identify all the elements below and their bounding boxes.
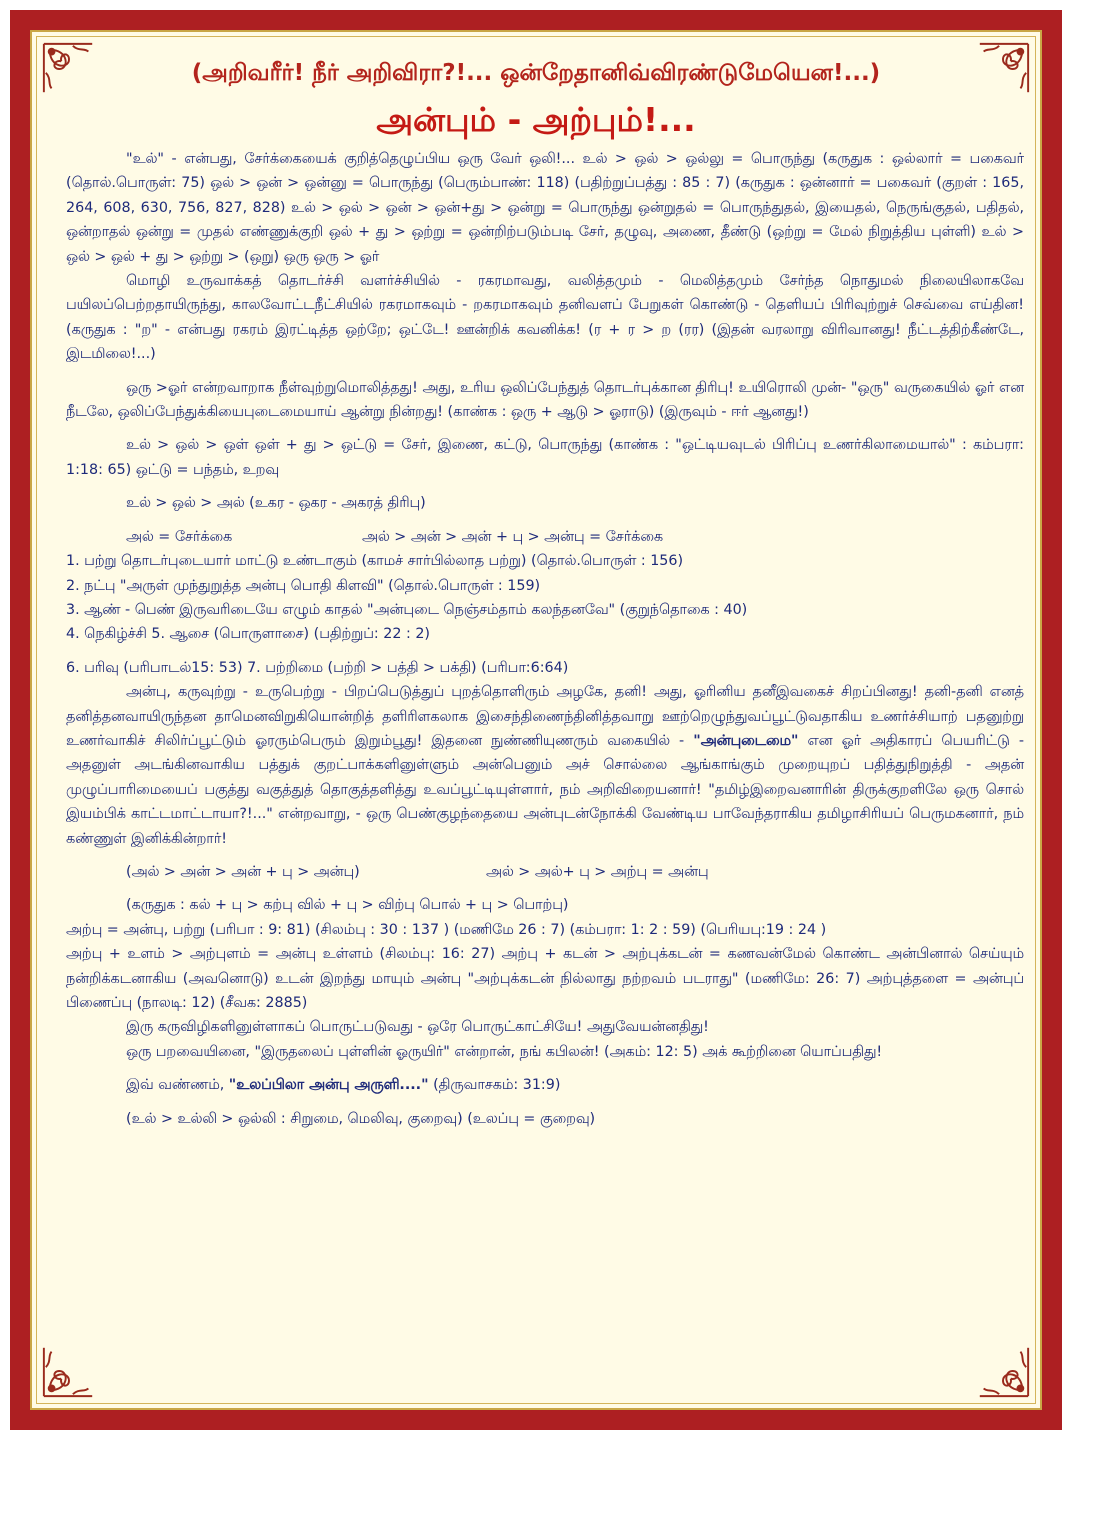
page-frame xyxy=(10,10,1062,1430)
meaning-item: 4. நெகிழ்ச்சி 5. ஆசை (பொருளாசை) (பதிற்றுப்: 22 : 2) xyxy=(66,626,431,643)
quote-suffix: (திருவாசகம்: 31:9) xyxy=(428,1077,561,1094)
paragraph-al-derivation: உல் > ஒல் > அல் (உகர - ஒகர - அகரத் திரிபு) xyxy=(126,495,426,512)
anbudaimai-highlight: "அன்புடைமை" xyxy=(693,732,799,749)
paragraph-anbudaimai xyxy=(66,680,1024,851)
paragraph-ul-root: "உல்" - என்பது, சேர்க்கையைக் குறித்தெழுப்பிய ஒரு வேர் ஒலி!... உல் > ஒல் > ஒல்லு = பொருந்து (கருதுக : ஒல்லார் = பகைவர் (தொல்.பொருள்: 75) ஒல் > ஒன் > ஒன்னு = பொருந்து (பெரும்பாண்: 118) (பதிற்றுப்பத்து : 85 : 7) (கருதுக : ஒன்னார் = பகைவர் (குறள் : 165, 264, 608, 630, 756, 827, 828) உல் > ஒல் > ஒன் > ஒன்+து > ஒன்று = பொருந்து ஒன்றுதல் = பொருந்துதல், இயைதல், நெருங்குதல், பதிதல், ஒன்றாதல் ஒன்று = முதல் எண்ணுக்குறி ஒல் + து > ஒற்று = ஒன்றிற்படும்படி சேர், தழுவு, அணை, தீண்டு (ஒற்று = மேல் நிறுத்திய புள்ளி) உல் > ஒல் > ஒல் + து > ஒற்று > (ஒறு) ஒரு ஒரு > ஓர் xyxy=(66,151,1024,265)
closing-line: ஒரு பறவையினை, "இருதலைப் புள்ளின் ஓருயிர்" என்றான், நங் கபிலன்! (அகம்: 12: 5) அக் கூற்றினை யொப்பதிது! xyxy=(126,1043,883,1060)
tiruvasagam-quote xyxy=(66,1073,1024,1097)
karuthuga-line: (கருதுக : கல் + பு > கற்பு வில் + பு > விற்பு பொல் + பு > பொற்பு) xyxy=(126,897,569,914)
page-title: அன்பும் - அற்பும்!... xyxy=(376,100,696,139)
content-panel xyxy=(30,30,1042,1410)
meaning-item: 3. ஆண் - பெண் இருவரிடையே எழும் காதல் "அன்புடை நெஞ்சம்தாம் கலந்தனவே" (குறுந்தொகை : 40) xyxy=(66,601,748,618)
anbudaimai-before: அன்பு, கருவுற்று - உருபெற்று - பிறப்பெடுத்துப் புறத்தொளிரும் அழகே, தனி! அது, ஓரினிய தனீஇவகைச் சிறப்பினது! தனி-தனி எனத் தனித்தனவாயிருந்தன தாமெனவிறுகியொன்றித் தளிரிளகலாக இசைந்திணைந்தினித்தவாறு ஊற்றெழுந்துவப்பூட்டுவதாகிய உணர்ச்சியாற் பதனுற்று உணர்வாகிச் சிலிர்ப்பூட்டும் ஓரரும்பெரும் இறும்பூது! இதனை நுண்ணியுணரும் வகையில் - xyxy=(66,684,1024,749)
sokkai-left: அல் = சேர்க்கை xyxy=(126,528,233,545)
derivation-line xyxy=(66,860,1024,884)
sokkai-line xyxy=(66,525,1024,549)
meaning-item: 2. நட்பு "அருள் முந்துறுத்த அன்பு பொதி கிளவி" (தொல்.பொருள் : 159) xyxy=(66,577,541,594)
meaning-item: 1. பற்று தொடர்புடையார் மாட்டு உண்டாகும் (காமச் சார்பில்லாத பற்று) (தொல்.பொருள் : 156) xyxy=(66,553,684,570)
meaning-item: 6. பரிவு (பரிபாடல்15: 53) 7. பற்றிமை (பற்றி > பத்தி > பக்தி) (பரிபா:6:64) xyxy=(66,659,569,676)
quote-prefix: இவ் வண்ணம், xyxy=(126,1077,229,1094)
page-subtitle: (அறிவரீர்! நீர் அறிவிரா?!... ஒன்றேதானிவ்விரண்டுமேயென!...) xyxy=(191,60,881,86)
paragraph-ottu: உல் > ஒல் > ஒள் ஒள் + து > ஒட்டு = சேர், இணை, கட்டு, பொருந்து (காண்க : "ஒட்டியவுடல் பிரிப்பு உணர்கிலாமையால்" : கம்பரா: 1:18: 65) ஒட்டு = பந்தம், உறவு xyxy=(66,437,1024,478)
derivation-right: அல் > அல்+ பு > அற்பு = அன்பு xyxy=(486,863,709,880)
final-line: (உல் > உல்லி > ஒல்லி : சிறுமை, மெலிவு, குறைவு) (உலப்பு = குறைவு) xyxy=(126,1110,596,1127)
anbudaimai-after: என ஓர் அதிகாரப் பெயரிட்டு - அதனுள் அடங்கினவாகிய பத்துக் குறட்பாக்களினுள்ளும் அன்பெனும் அச் சொல்லை ஆங்காங்கும் முறையுறப் பதித்துநிறுத்தி - அதன் முழுப்பாரிமையைப் பகுத்து வகுத்துத் தொகுத்தளித்து உவப்பூட்டியுள்ளார், நம் அறிவிறையனார்! "தமிழ்இறைவனாரின் திருக்குறளிலே ஒரு சொல் இயம்பிக் காட்டமாட்டாயா?!..." என்றவாறு, - ஒரு பெண்குழந்தையை அன்புடன்நோக்கி வேண்டிய பாவேந்தராகிய தமிழாசிரியப் பெருமகனார், நம் கண்ணுள் இனிக்கின்றார்! xyxy=(66,732,1025,847)
sokkai-right: அல் > அன் > அன் + பு > அன்பு = சேர்க்கை xyxy=(362,528,663,545)
arpu-refs: அற்பு = அன்பு, பற்று (பரிபா : 9: 81) (சிலம்பு : 30 : 137 ) (மணிமே 26 : 7) (கம்பரா: 1: 2 : 59) (பெரியபு:19 : 24 ) xyxy=(66,921,827,938)
paragraph-rakaram: மொழி உருவாக்கத் தொடர்ச்சி வளர்ச்சியில் - ரகரமாவது, வலித்தமும் - மெலித்தமும் சேர்ந்த நொதுமல் நிலையிலாகவே பயிலப்பெற்றதாயிருந்து, காலவோட்டநீட்சியில் ரகரமாகவும் - றகரமாகவும் தனிவளப் பேறுகள் கொண்டு - தெளியப் பிரிவுற்றுச் செவ்வை எய்தின! (கருதுக : "ற" - என்பது ரகரம் இரட்டித்த ஒற்றே; ஒட்டே! ஊன்றிக் கவனிக்க! (ர + ர > ற (ரர) (இதன் வரலாறு விரிவானது! நீட்டத்திற்கீண்டே, இடமிலை!...) xyxy=(66,273,1024,363)
article-body xyxy=(66,147,1024,1388)
closing-line: இரு கருவிழிகளினுள்ளாகப் பொருட்படுவது - ஒரே பொருட்காட்சியே! அதுவேயன்னதிது! xyxy=(126,1019,709,1036)
derivation-left: (அல் > அன் > அன் + பு > அன்பு) xyxy=(126,863,360,880)
arpu-compounds: அற்பு + உளம் > அற்புளம் = அன்பு உள்ளம் (சிலம்பு: 16: 27) அற்பு + கடன் > அற்புக்கடன் = கணவன்மேல் கொண்ட அன்பினால் செய்யும் நன்றிக்கடனாகிய (அவனொடு) உடன் இறந்து மாயும் அன்பு "அற்புக்கடன் நில்லாது நற்றவம் படராது" (மணிமே: 26: 7) அற்புத்தளை = அன்புப் பிணைப்பு (நாலடி: 12) (சீவக: 2885) xyxy=(66,946,1024,1011)
quote-text: "உலப்பிலா அன்பு அருளி...." xyxy=(228,1077,429,1094)
paragraph-oru-or: ஒரு >ஓர் என்றவாறாக நீள்வுற்றுமொலித்தது! அது, உரிய ஒலிப்பேந்துத் தொடர்புக்கான திரிபு! உயிரொலி முன்- "ஒரு" வருகையில் ஓர் என நீடலே, ஒலிப்பேந்துக்கியைபுடைமையாய் ஆன்று நின்றது! (காண்க : ஒரு + ஆடு > ஓராடு) (இருவும் - ஈர் ஆனது!) xyxy=(66,379,1024,421)
